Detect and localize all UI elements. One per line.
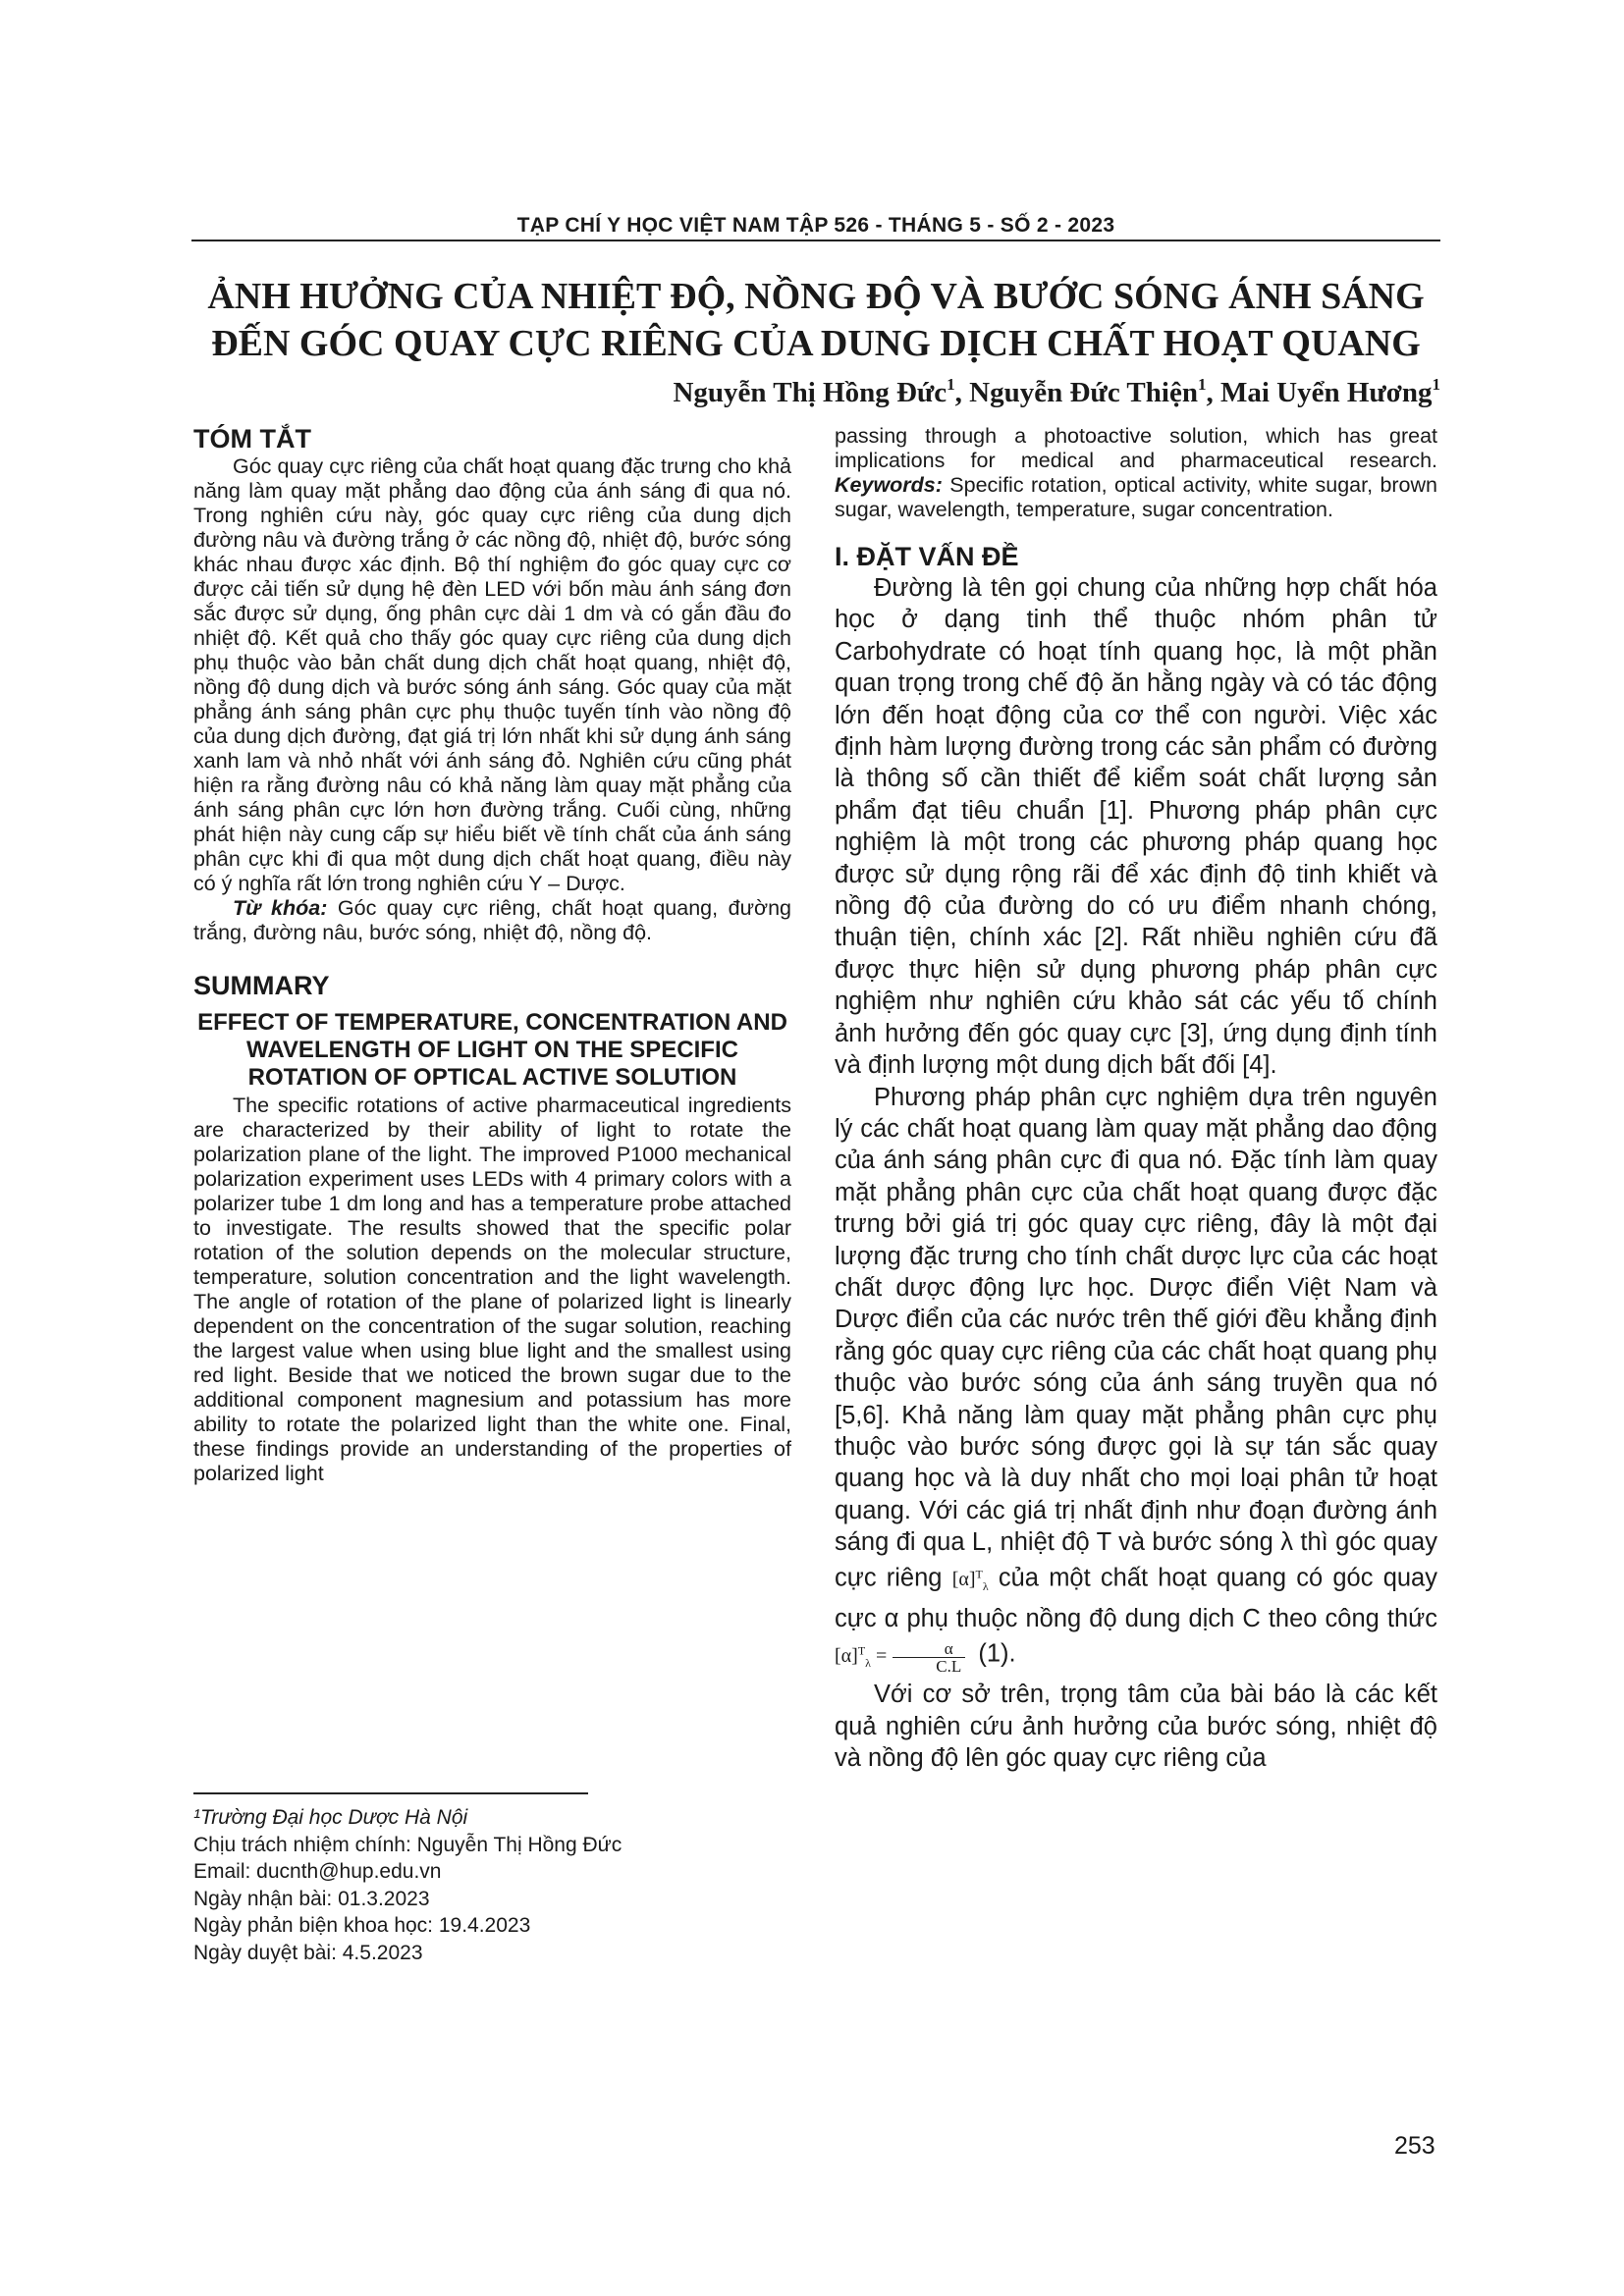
symbol-temperature: T bbox=[975, 1567, 983, 1581]
formula-sup: T bbox=[857, 1643, 866, 1658]
author-affiliation-mark: 1 bbox=[1197, 375, 1207, 394]
formula-1 bbox=[835, 1638, 971, 1676]
formula-equals: = bbox=[875, 1644, 888, 1667]
title-line-1: ẢNH HƯỞNG CỦA NHIỆT ĐỘ, NỒNG ĐỘ VÀ BƯỚC SÓNG ÁNH SÁNG bbox=[207, 276, 1425, 317]
footnote-rule bbox=[193, 1792, 588, 1794]
right-column bbox=[835, 424, 1437, 1774]
footnote-affiliation: ¹Trường Đại học Dược Hà Nội bbox=[193, 1806, 468, 1829]
intro-paragraph-2-text-cont: của một chất hoạt quang có góc quay cực α phụ thuộc nồng độ dung dịch C theo công thức bbox=[835, 1564, 1437, 1632]
summary-keywords-text: Specific rotation, optical activity, white sugar, brown sugar, wavelength, temperature, sugar concentration. bbox=[835, 473, 1437, 521]
summary-keywords-label: Keywords: bbox=[835, 473, 943, 497]
summary bbox=[193, 1094, 791, 1486]
page-number: 253 bbox=[1394, 2132, 1435, 2160]
formula-sub: λ bbox=[865, 1655, 871, 1670]
author-name: Mai Uyển Hương bbox=[1219, 377, 1433, 408]
intro-heading: I. ĐẶT VẤN ĐỀ bbox=[835, 542, 1019, 571]
footnote-email: Email: ducnth@hup.edu.vn bbox=[193, 1860, 442, 1883]
keywords-label: Từ khóa: bbox=[233, 896, 328, 920]
journal-header: TẠP CHÍ Y HỌC VIỆT NAM TẬP 526 - THÁNG 5 - SỐ 2 - 2023 bbox=[516, 214, 1115, 237]
abstract-vi-heading: TÓM TẮT bbox=[193, 424, 311, 454]
symbol-wavelength: λ bbox=[982, 1579, 989, 1594]
author-name: Nguyễn Đức Thiện bbox=[969, 377, 1198, 408]
author-name: Nguyễn Thị Hồng Đức bbox=[673, 377, 947, 408]
footnote-responsible: Chịu trách nhiệm chính: Nguyễn Thị Hồng Đức bbox=[193, 1833, 623, 1856]
abstract-vi bbox=[193, 454, 791, 945]
author-list: Nguyễn Thị Hồng Đức$^1$, Nguyễn Đức Thiện$^1$, Mai Uyển Hương$^1$ bbox=[673, 375, 1440, 408]
summary-body-continued bbox=[835, 424, 1437, 522]
formula-numerator: α bbox=[893, 1640, 965, 1658]
author-affiliation-mark: 1 bbox=[947, 375, 955, 394]
alpha-bracket: [α] bbox=[951, 1569, 976, 1591]
keywords-text: Góc quay cực riêng, chất hoạt quang, đường trắng, đường nâu, bước sóng, nhiệt độ, nồng độ. bbox=[193, 896, 791, 944]
formula-fraction bbox=[893, 1640, 965, 1675]
formula-denominator: C.L bbox=[936, 1656, 962, 1676]
summary-continued bbox=[835, 424, 1437, 522]
summary-heading: SUMMARY bbox=[193, 971, 330, 1000]
left-column bbox=[193, 424, 791, 1486]
footnotes bbox=[193, 1804, 791, 1966]
intro-paragraph-1: Đường là tên gọi chung của những hợp chất hóa học ở dạng tinh thể thuộc nhóm phân tử Carbohydrate có hoạt tính quang học, là một phần quan trọng trong chế độ ăn hằng ngày và có tác động lớn đến hoạt động của cơ thể con người. Việc xác định hàm lượng đường trong các sản phẩm có đường là thông số cần thiết để kiểm soát chất lượng sản phẩm đạt tiêu chuẩn [1]. Phương pháp phân cực nghiệm là một trong các phương pháp quang học được sử dụng rộng rãi để xác định độ tinh khiết và nồng độ của đường do có ưu điểm nhanh chóng, thuận tiện, chính xác [2]. Rất nhiều nghiên cứu đã được thực hiện sử dụng phương pháp phân cực nghiệm như nghiên cứu khảo sát các yếu tố chính ảnh hưởng đến góc quay cực [3], ứng dụng định tính và định lượng một dung dịch bất đối [4]. bbox=[835, 574, 1437, 1080]
footnote-reviewed: Ngày phản biện khoa học: 19.4.2023 bbox=[193, 1914, 531, 1937]
title-line-2: ĐẾN GÓC QUAY CỰC RIÊNG CỦA DUNG DỊCH CHẤT HOẠT QUANG bbox=[211, 323, 1421, 364]
summary-body: The specific rotations of active pharmaceutical ingredients are characterized by their ability of light to rotate the polarization plane of the light. The improved P1000 mechanical polarization experiment uses LEDs with 4 primary colors with a polarizer tube 1 dm long and has a temperature probe attached to investigate. The results showed that the specific polar rotation of the solution depends on the molecular structure, temperature, solution concentration and the light wavelength. The angle of rotation of the plane of polarized light is linearly dependent on the concentration of the sugar solution, reaching the largest value when using blue light and the smallest using red light. Beside that we noticed the brown sugar due to the additional component magnesium and potassium has more ability to rotate the polarized light than the white one. Final, these findings provide an understanding of the properties of polarized light bbox=[193, 1094, 791, 1485]
intro-paragraph-2-text: Phương pháp phân cực nghiệm dựa trên nguyên lý các chất hoạt quang làm quay mặt phẳng dao động của ánh sáng phân cực đi qua nó. Đặc tính làm quay mặt phẳng phân cực của chất hoạt quang được đặc trưng bởi giá trị góc quay cực riêng, đây là một đại lượng đặc trưng cho tính chất dược lực của các hoạt chất dược động lực học. Dược điển Việt Nam và Dược điển của các nước trên thế giới đều khẳng định rằng góc quay cực riêng của các chất hoạt quang phụ thuộc vào bước sóng của ánh sáng truyền qua nó [5,6]. Khả năng làm quay mặt phẳng phân cực phụ thuộc vào bước sóng được gọi là sự tán sắc quay quang học và là duy nhất cho mọi loại phân tử hoạt quang. Với các giá trị nhất định như đoạn đường ánh sáng đi qua L, nhiệt độ T và bước sóng λ thì góc quay cực riêng bbox=[835, 1083, 1437, 1592]
formula-ref: (1). bbox=[978, 1639, 1016, 1668]
specific-rotation-symbol bbox=[951, 1567, 989, 1594]
article-title bbox=[191, 273, 1440, 367]
intro-paragraph-3: Với cơ sở trên, trọng tâm của bài báo là các kết quả nghiên cứu ảnh hưởng của bước sóng, nhiệt độ và nồng độ lên góc quay cực riêng của bbox=[835, 1681, 1437, 1772]
author-affiliation-mark: 1 bbox=[1432, 375, 1440, 394]
footnote-accepted: Ngày duyệt bài: 4.5.2023 bbox=[193, 1941, 423, 1964]
intro-section bbox=[835, 572, 1437, 1774]
header-rule bbox=[191, 240, 1440, 241]
abstract-vi-body: Góc quay cực riêng của chất hoạt quang đặc trưng cho khả năng làm quay mặt phẳng dao động của ánh sáng đi qua nó. Trong nghiên cứu này, góc quay cực riêng của dung dịch đường nâu và đường trắng ở các nồng độ, nhiệt độ, bước sóng khác nhau được xác định. Bộ thí nghiệm đo góc quay cực cơ được cải tiến sử dụng hệ đèn LED với bốn màu ánh sáng đơn sắc được sử dụng, ống phân cực dài 1 dm và có gắn đầu đo nhiệt độ. Kết quả cho thấy góc quay cực riêng của dung dịch phụ thuộc vào bản chất dung dịch chất hoạt quang, nhiệt độ, nồng độ dung dịch và bước sóng ánh sáng. Góc quay của mặt phẳng ánh sáng phân cực phụ thuộc tuyến tính vào nồng độ của dung dịch đường, đạt giá trị lớn nhất khi sử dụng ánh sáng xanh lam và nhỏ nhất với ánh sáng đỏ. Nghiên cứu cũng phát hiện ra rằng đường nâu có khả năng làm quay mặt phẳng của ánh sáng phân cực lớn hơn đường trắng. Cuối cùng, những phát hiện này cung cấp sự hiểu biết về tính chất của ánh sáng phân cực khi đi qua một dung dịch chất hoạt quang, điều này có ý nghĩa rất lớn trong nghiên cứu Y – Dược. bbox=[193, 454, 791, 895]
summary-title: EFFECT OF TEMPERATURE, CONCENTRATION AND WAVELENGTH OF LIGHT ON THE SPECIFIC ROTATION OF OPTICAL ACTIVE SOLUTION bbox=[197, 1009, 787, 1091]
footnote-received: Ngày nhận bài: 01.3.2023 bbox=[193, 1887, 430, 1910]
formula-lhs: [α] bbox=[835, 1644, 858, 1667]
abstract-vi-keywords bbox=[193, 896, 791, 945]
intro-paragraph-2 bbox=[835, 1082, 1437, 1680]
summary-body-end: passing through a photoactive solution, which has great implications for medical and pharmaceutical research. bbox=[835, 424, 1437, 472]
